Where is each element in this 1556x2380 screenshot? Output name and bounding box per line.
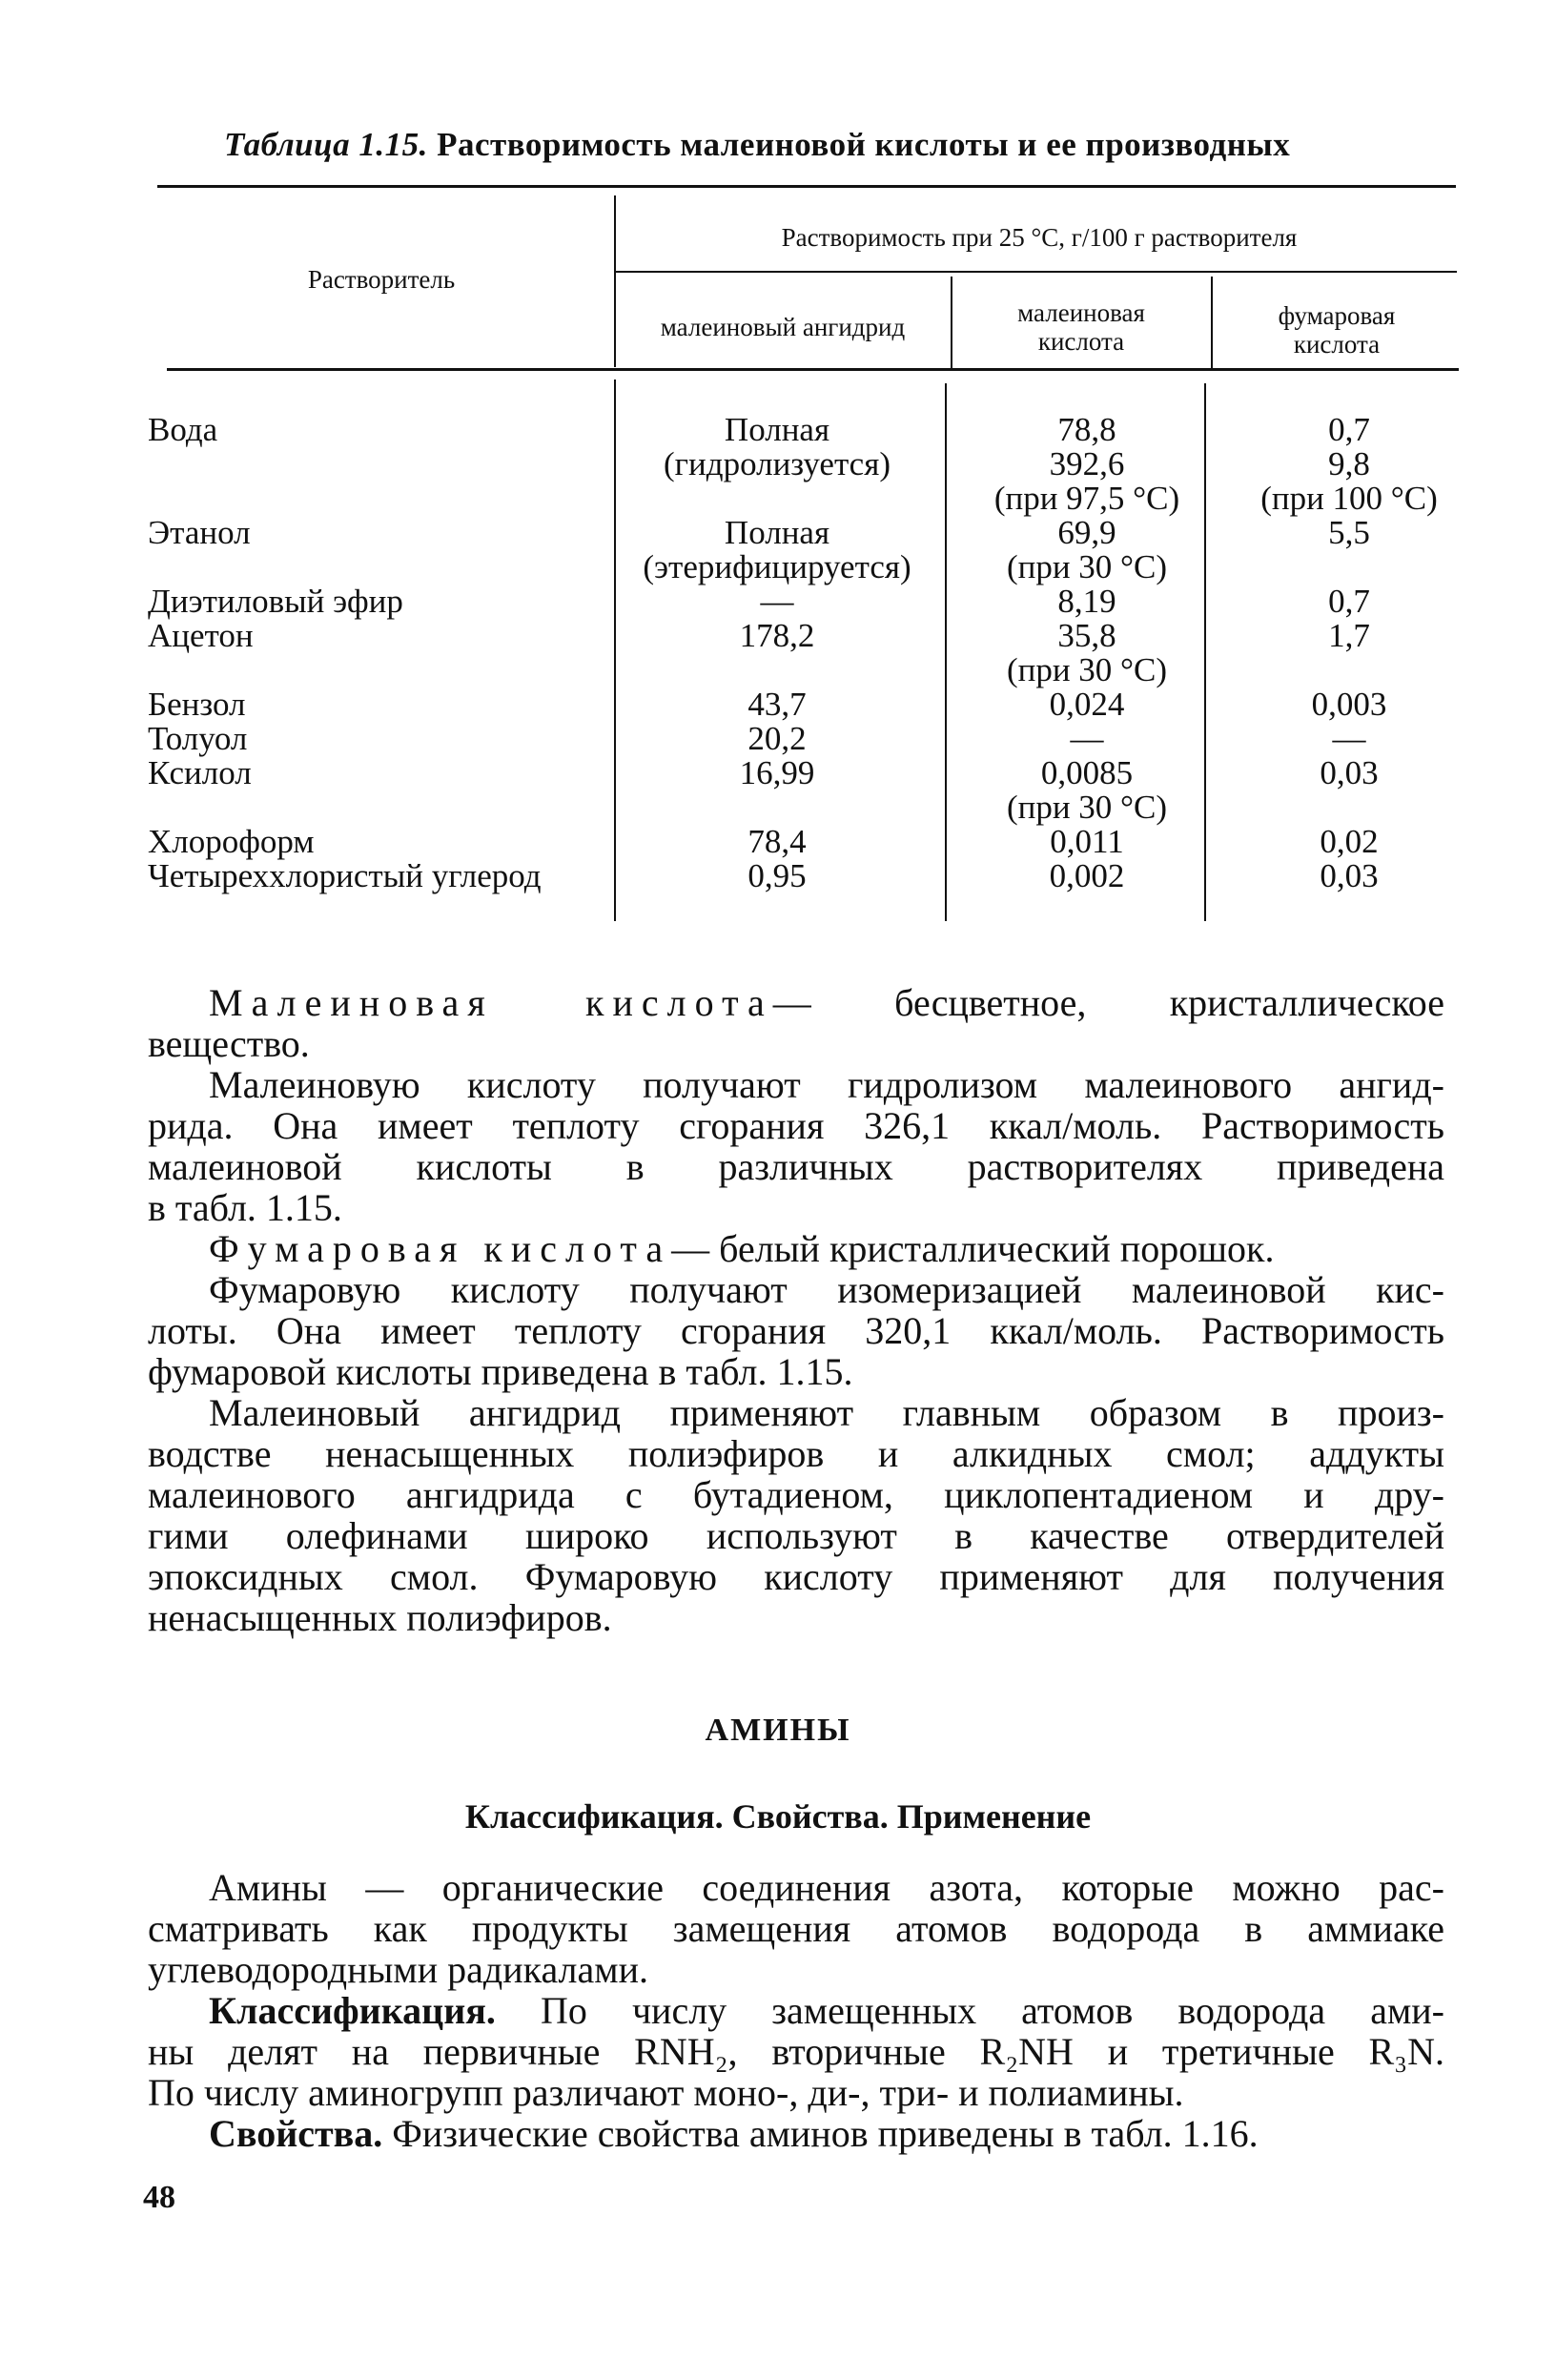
- text-line-content: Амины — органические соединения азота, которые можно рас-: [209, 1866, 1444, 1909]
- cell-fumaric: [1225, 585, 1473, 619]
- spaced-term: Фумаровая кислота: [209, 1227, 672, 1270]
- text-line-content: вещество.: [148, 1022, 310, 1065]
- text-line-content: лоты. Она имеет теплоту сгорания 320,1 ккал/моль. Растворимость: [148, 1309, 1444, 1352]
- cell-line: (при 30 °С): [1006, 548, 1168, 585]
- cell-line: (при 97,5 °С): [993, 480, 1180, 517]
- text-line-content: фумаровой кислоты приведена в табл. 1.15.: [148, 1350, 853, 1393]
- text-line-content: ны делят на первичные RNH₂, вторичные R₂NH и третичные R₃N.: [148, 2030, 1444, 2073]
- cell-anhydride: [605, 585, 949, 619]
- text-line: [148, 1105, 1444, 1146]
- cell-line: (гидролизуется): [664, 445, 891, 482]
- cell-line: 0,7: [1328, 583, 1370, 620]
- header-col-line: кислота: [1293, 330, 1381, 359]
- cell-solvent: [148, 859, 605, 893]
- cell-anhydride: [605, 413, 949, 516]
- cell-solvent: [148, 619, 605, 687]
- table-row: [148, 825, 1473, 859]
- cell-line: Полная: [724, 411, 830, 448]
- text-line-content: сматривать как продукты замещения атомов водорода в аммиаке: [148, 1907, 1444, 1950]
- text-line: [148, 1515, 1444, 1556]
- cell-solvent: [148, 585, 605, 619]
- text-line-content: — белый кристаллический порошок.: [671, 1227, 1275, 1270]
- cell-line: 392,6: [1049, 445, 1125, 482]
- cell-line: Толуол: [148, 720, 248, 757]
- cell-line: 8,19: [1057, 583, 1116, 620]
- cell-line: 0,002: [1049, 857, 1125, 894]
- cell-maleic: [949, 413, 1225, 516]
- cell-solvent: [148, 825, 605, 859]
- cell-line: 0,003: [1311, 686, 1387, 723]
- cell-line: Этанол: [148, 514, 251, 551]
- cell-maleic: [949, 585, 1225, 619]
- table-row: [148, 722, 1473, 756]
- text-line: [148, 1351, 1444, 1392]
- header-col-fumaric: [1213, 301, 1461, 359]
- text-line: [148, 1146, 1444, 1187]
- cell-line: 0,7: [1328, 411, 1370, 448]
- cell-anhydride: [605, 859, 949, 893]
- text-line: [148, 1392, 1444, 1433]
- text-line-content: ненасыщенных полиэфиров.: [148, 1596, 612, 1639]
- cell-line: 35,8: [1057, 617, 1116, 654]
- text-line: [148, 2031, 1444, 2072]
- cell-fumaric: [1225, 722, 1473, 756]
- text-line-content: гими олефинами широко используют в качестве отвердителей: [148, 1514, 1444, 1557]
- cell-line: 0,011: [1050, 823, 1124, 860]
- cell-line: 20,2: [747, 720, 807, 757]
- text-line: [148, 1064, 1444, 1105]
- cell-line: 0,03: [1320, 857, 1379, 894]
- text-line-content: малеиновой кислоты в различных растворителях приведена: [148, 1145, 1444, 1188]
- cell-line: 0,95: [747, 857, 807, 894]
- cell-maleic: [949, 722, 1225, 756]
- text-line: [148, 1474, 1444, 1515]
- text-line-content: эпоксидных смол. Фумаровую кислоту применяют для получения: [148, 1555, 1444, 1598]
- cell-anhydride: [605, 756, 949, 825]
- table-row: [148, 585, 1473, 619]
- cell-solvent: [148, 413, 605, 516]
- text-line-content: рида. Она имеет теплоту сгорания 326,1 ккал/моль. Растворимость: [148, 1104, 1444, 1147]
- cell-anhydride: [605, 619, 949, 687]
- cell-fumaric: [1225, 687, 1473, 722]
- cell-line: (при 30 °С): [1006, 651, 1168, 688]
- text-line: [148, 1228, 1444, 1269]
- table-row: [148, 413, 1473, 516]
- cell-fumaric: [1225, 825, 1473, 859]
- paragraph: [148, 1269, 1444, 1392]
- cell-maleic: [949, 516, 1225, 585]
- header-sub-rule: [616, 271, 1457, 273]
- cell-line: 16,99: [739, 754, 815, 791]
- table-row: [148, 756, 1473, 825]
- text-line-content: в табл. 1.15.: [148, 1186, 342, 1229]
- header-col-maleic: [952, 298, 1210, 356]
- header-col-line: малеиновая: [1017, 298, 1145, 327]
- table-body: [148, 413, 1473, 893]
- cell-line: Полная: [724, 514, 830, 551]
- bold-lead: Свойства.: [209, 2112, 383, 2155]
- cell-solvent: [148, 756, 605, 825]
- cell-line: Вода: [148, 411, 218, 448]
- text-line: [148, 1949, 1444, 1990]
- text-line: [148, 1310, 1444, 1351]
- cell-line: (при 100 °С): [1260, 480, 1438, 517]
- text-line: [148, 1023, 1444, 1064]
- table-row: [148, 859, 1473, 893]
- page-number: 48: [143, 2180, 175, 2215]
- header-solvent: Растворитель: [307, 265, 456, 294]
- text-line: [148, 1187, 1444, 1228]
- paragraph: [148, 1990, 1444, 2113]
- section-heading: АМИНЫ: [705, 1713, 851, 1748]
- cell-maleic: [949, 825, 1225, 859]
- cell-line: Ксилол: [148, 754, 252, 791]
- cell-line: 5,5: [1328, 514, 1370, 551]
- cell-fumaric: [1225, 413, 1473, 516]
- text-line-content: Физические свойства аминов приведены в табл. 1.16.: [382, 2112, 1259, 2155]
- header-divider: [614, 195, 616, 367]
- cell-fumaric: [1225, 516, 1473, 585]
- header-group: Растворимость при 25 °С, г/100 г растворителя: [781, 223, 1298, 252]
- cell-line: Диэтиловый эфир: [148, 583, 403, 620]
- text-line: [148, 1908, 1444, 1949]
- paragraph: [148, 982, 1444, 1064]
- table-top-rule: [157, 185, 1456, 188]
- paragraph: [148, 1228, 1444, 1269]
- header-col-anhydride: [616, 313, 950, 341]
- text-line: [148, 1597, 1444, 1638]
- cell-anhydride: [605, 516, 949, 585]
- cell-line: 78,8: [1057, 411, 1116, 448]
- table-row: [148, 687, 1473, 722]
- header-bottom-rule: [167, 368, 1459, 371]
- cell-line: (этерифицируется): [643, 548, 911, 585]
- cell-line: 0,024: [1049, 686, 1125, 723]
- cell-anhydride: [605, 687, 949, 722]
- cell-line: 78,4: [747, 823, 807, 860]
- cell-anhydride: [605, 722, 949, 756]
- paragraph: [148, 1867, 1444, 1990]
- cell-line: 9,8: [1328, 445, 1370, 482]
- text-line: [148, 1867, 1444, 1908]
- cell-line: 0,0085: [1040, 754, 1134, 791]
- text-line-content: водстве ненасыщенных полиэфиров и алкидных смол; аддукты: [148, 1432, 1444, 1475]
- body-text-top: [148, 982, 1444, 1638]
- cell-line: Хлороформ: [148, 823, 315, 860]
- cell-maleic: [949, 619, 1225, 687]
- text-line: [148, 2113, 1444, 2154]
- body-text-bottom: [148, 1867, 1444, 2154]
- cell-line: Четыреххлористый углерод: [148, 857, 542, 894]
- cell-fumaric: [1225, 756, 1473, 825]
- cell-line: Ацетон: [148, 617, 254, 654]
- cell-fumaric: [1225, 619, 1473, 687]
- cell-line: 43,7: [747, 686, 807, 723]
- text-line-content: Фумаровую кислоту получают изомеризацией малеиновой кис-: [209, 1268, 1444, 1311]
- paragraph: [148, 1392, 1444, 1638]
- text-line: [148, 1556, 1444, 1597]
- cell-maleic: [949, 756, 1225, 825]
- table-caption-label: Таблица 1.15.: [224, 126, 428, 163]
- cell-line: —: [760, 583, 794, 620]
- cell-maleic: [949, 859, 1225, 893]
- cell-line: 1,7: [1328, 617, 1370, 654]
- bold-lead: Классификация.: [209, 1989, 496, 2032]
- paragraph: [148, 1064, 1444, 1228]
- cell-anhydride: [605, 825, 949, 859]
- header-col-line: фумаровая: [1278, 301, 1396, 330]
- cell-line: 0,02: [1320, 823, 1379, 860]
- text-line: [148, 1433, 1444, 1474]
- table-caption-title: Растворимость малеиновой кислоты и ее производных: [437, 126, 1291, 163]
- text-line-content: Малеиновый ангидрид применяют главным образом в произ-: [209, 1391, 1444, 1434]
- text-line-content: Малеиновую кислоту получают гидролизом малеинового ангид-: [209, 1063, 1444, 1106]
- cell-maleic: [949, 687, 1225, 722]
- text-line: [148, 1269, 1444, 1310]
- cell-line: Бензол: [148, 686, 246, 723]
- cell-fumaric: [1225, 859, 1473, 893]
- text-line: [148, 982, 1444, 1023]
- header-col-line: малеиновый ангидрид: [660, 313, 906, 341]
- cell-line: —: [1332, 720, 1366, 757]
- paragraph: [148, 2113, 1444, 2154]
- text-line-content: — бесцветное, кристаллическое: [772, 981, 1444, 1024]
- text-line-content: По числу аминогрупп различают моно-, ди-, три- и полиамины.: [148, 2071, 1184, 2114]
- text-line-content: малеинового ангидрида с бутадиеном, циклопентадиеном и дру-: [148, 1473, 1444, 1516]
- cell-solvent: [148, 722, 605, 756]
- text-line: [148, 2072, 1444, 2113]
- text-line: [148, 1990, 1444, 2031]
- cell-line: 178,2: [739, 617, 815, 654]
- header-col-line: кислота: [1037, 327, 1125, 356]
- cell-solvent: [148, 687, 605, 722]
- cell-line: —: [1070, 720, 1104, 757]
- table-caption: [224, 126, 1290, 164]
- cell-line: 69,9: [1057, 514, 1116, 551]
- table-row: [148, 516, 1473, 585]
- text-line-content: углеводородными радикалами.: [148, 1948, 648, 1991]
- text-line-content: По числу замещенных атомов водорода ами-: [495, 1989, 1444, 2032]
- cell-line: (при 30 °С): [1006, 789, 1168, 826]
- spaced-term: Малеиновая кислота: [209, 981, 773, 1024]
- subsection-heading: Классификация. Свойства. Применение: [464, 1797, 1092, 1836]
- table-row: [148, 619, 1473, 687]
- cell-line: 0,03: [1320, 754, 1379, 791]
- cell-solvent: [148, 516, 605, 585]
